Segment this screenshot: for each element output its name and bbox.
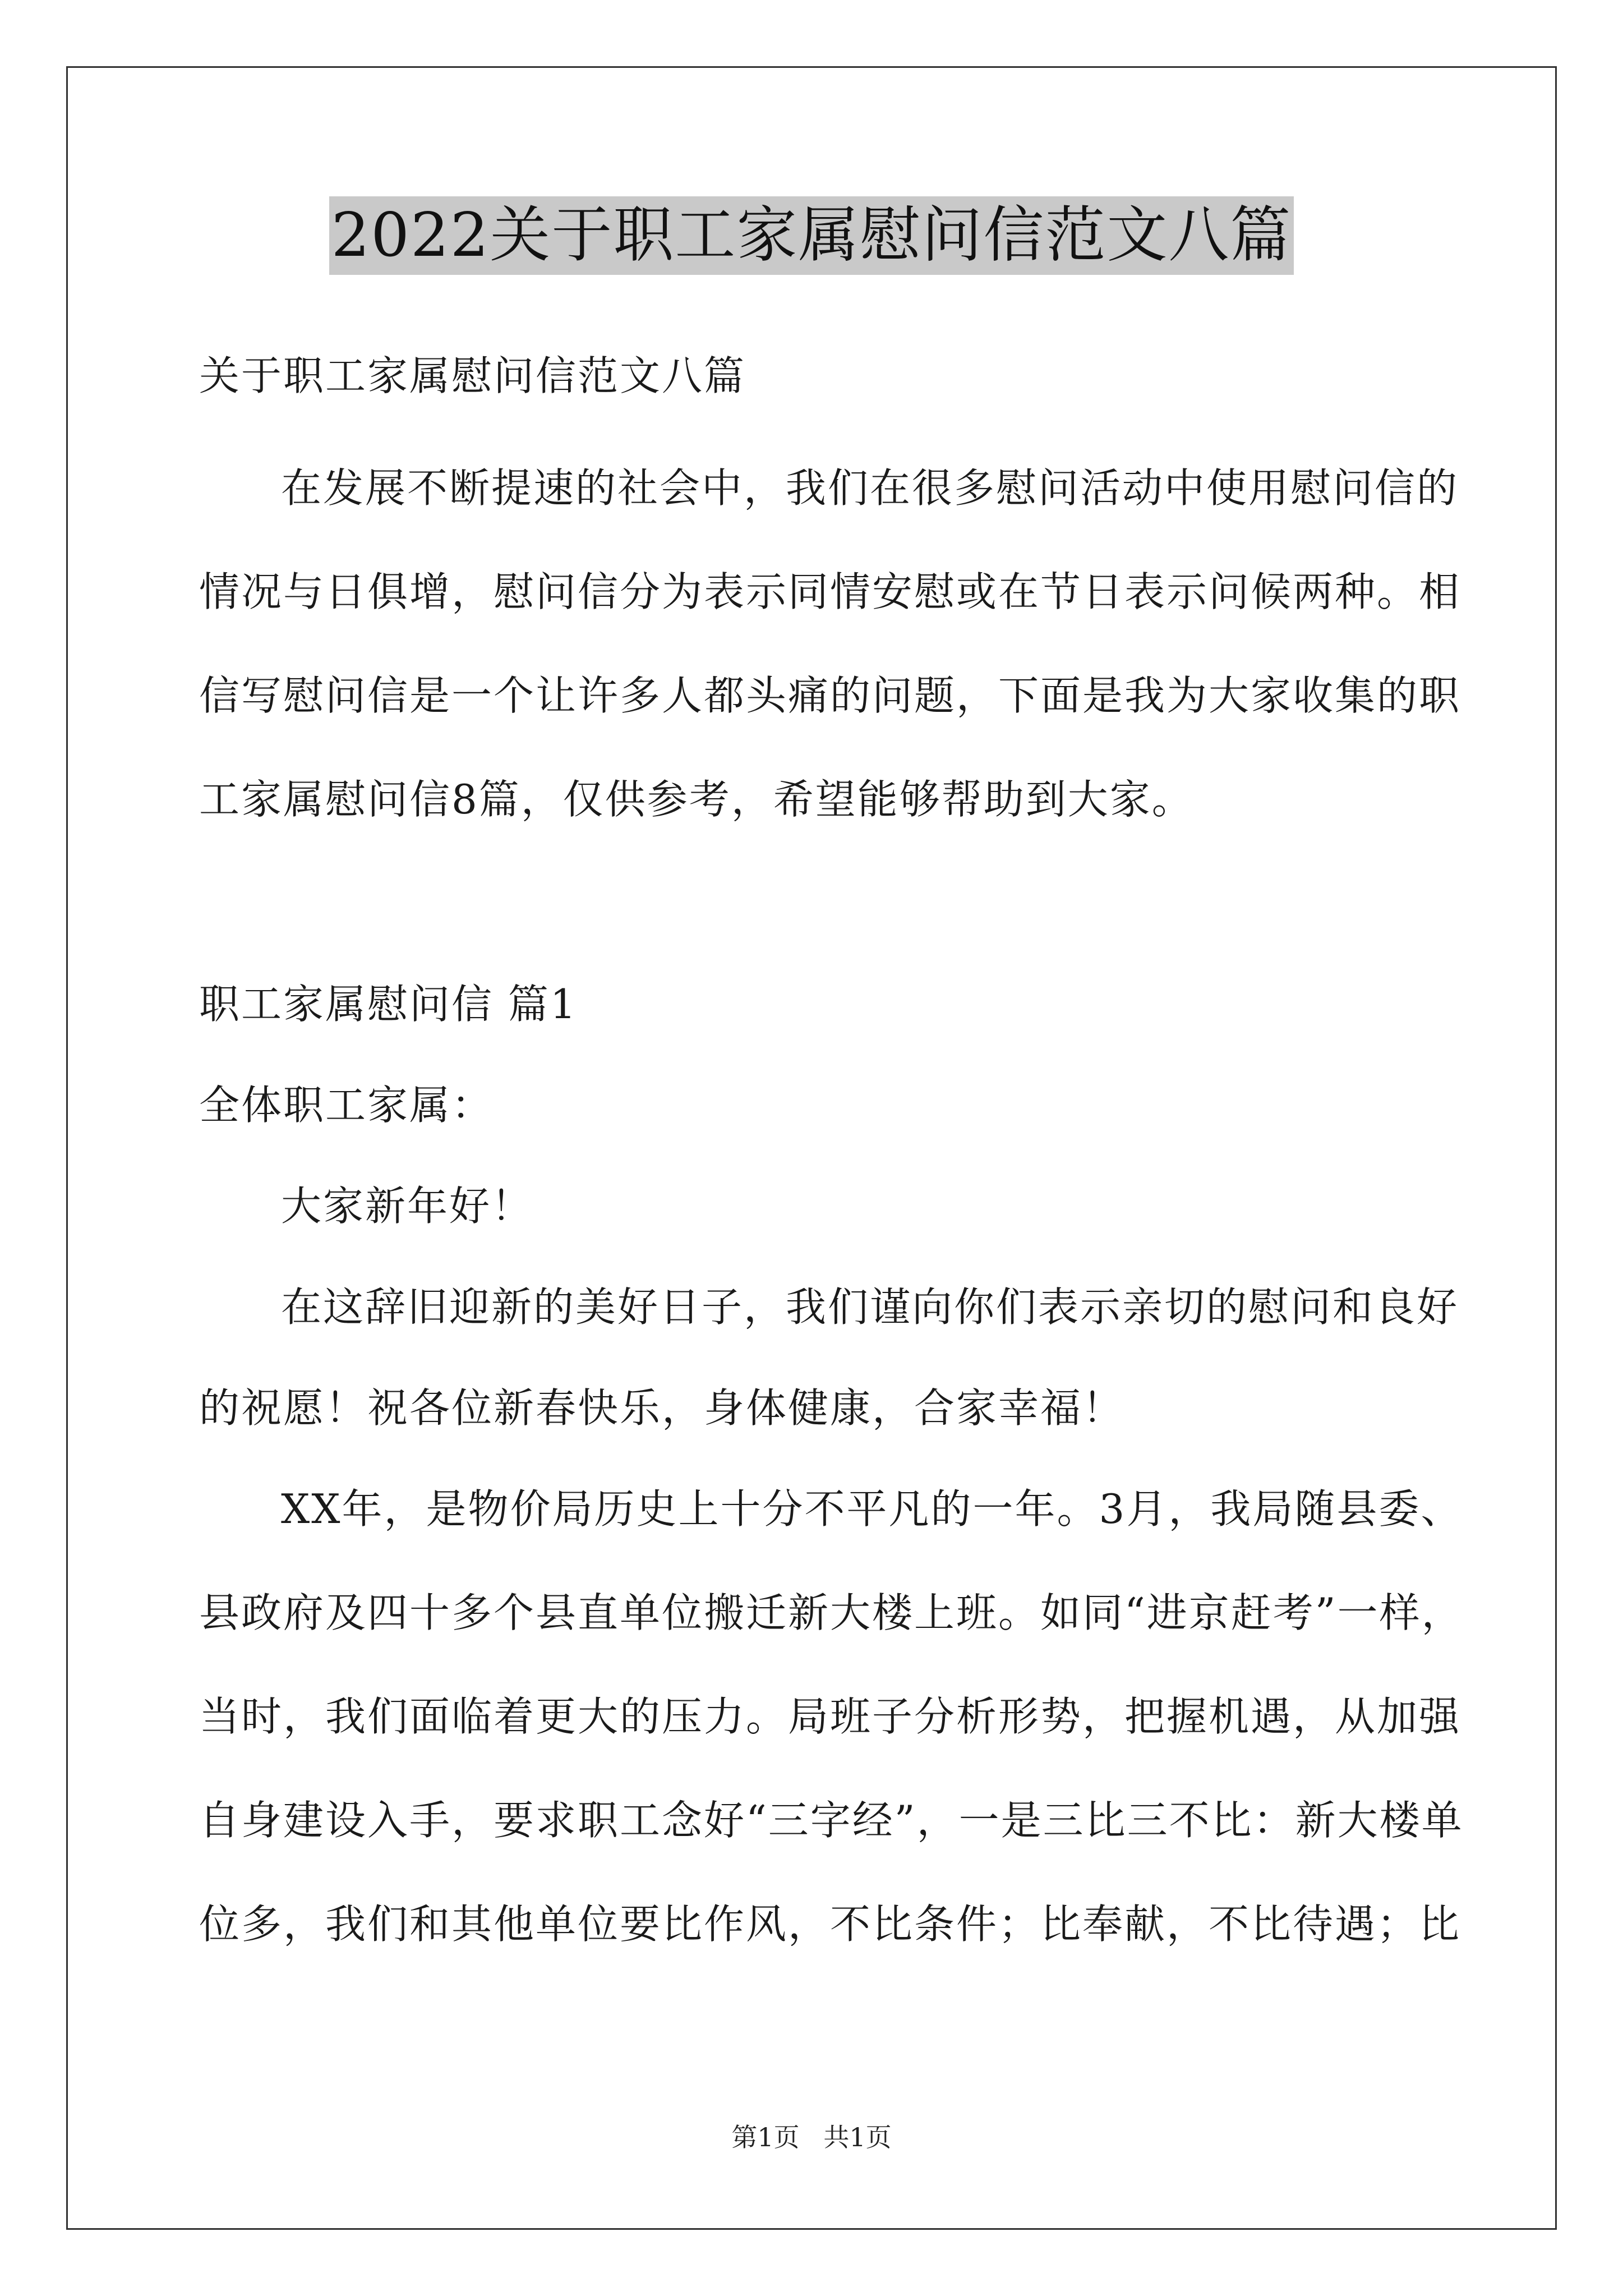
paragraph-line: 在这辞旧迎新的美好日子，我们谨向你们表示亲切的慰问和良好 bbox=[281, 1283, 1459, 1331]
paragraph-line: 县政府及四十多个县直单位搬迁新大楼上班。如同“进京赶考”一样， bbox=[199, 1589, 1464, 1636]
paragraph-line: 在发展不断提速的社会中，我们在很多慰问活动中使用慰问信的 bbox=[281, 464, 1459, 512]
paragraph-line: 位多，我们和其他单位要比作风，不比条件；比奉献，不比待遇；比 bbox=[199, 1901, 1461, 1948]
page-number: 第1页 bbox=[731, 2122, 800, 2152]
paragraph-line: 当时，我们面临着更大的压力。局班子分析形势，把握机遇，从加强 bbox=[199, 1693, 1461, 1740]
paragraph-line: 情况与日俱增，慰问信分为表示同情安慰或在节日表示问候两种。相 bbox=[199, 568, 1461, 615]
paragraph-line: 工家属慰问信8篇，仅供参考，希望能够帮助到大家。 bbox=[199, 776, 1194, 823]
paragraph-line: 信写慰问信是一个让许多人都头痛的问题，下面是我为大家收集的职 bbox=[199, 672, 1461, 719]
paragraph-line: 的祝愿！祝各位新春快乐，身体健康，合家幸福！ bbox=[199, 1384, 1125, 1432]
page-footer bbox=[0, 2120, 1623, 2154]
paragraph-line: XX年，是物价局历史上十分不平凡的一年。3月，我局随县委、 bbox=[281, 1485, 1463, 1533]
greeting-line: 大家新年好！ bbox=[281, 1182, 534, 1230]
paragraph-line: 自身建设入手，要求职工念好“三字经”，一是三比三不比：新大楼单 bbox=[199, 1797, 1464, 1844]
section-heading: 职工家属慰问信 篇1 bbox=[199, 981, 578, 1028]
subtitle-line: 关于职工家属慰问信范文八篇 bbox=[199, 352, 746, 399]
document-title: 2022关于职工家属慰问信范文八篇 bbox=[329, 196, 1294, 275]
salutation-line: 全体职工家属： bbox=[199, 1082, 494, 1129]
title-container bbox=[0, 196, 1623, 275]
page-total: 共1页 bbox=[823, 2122, 892, 2152]
